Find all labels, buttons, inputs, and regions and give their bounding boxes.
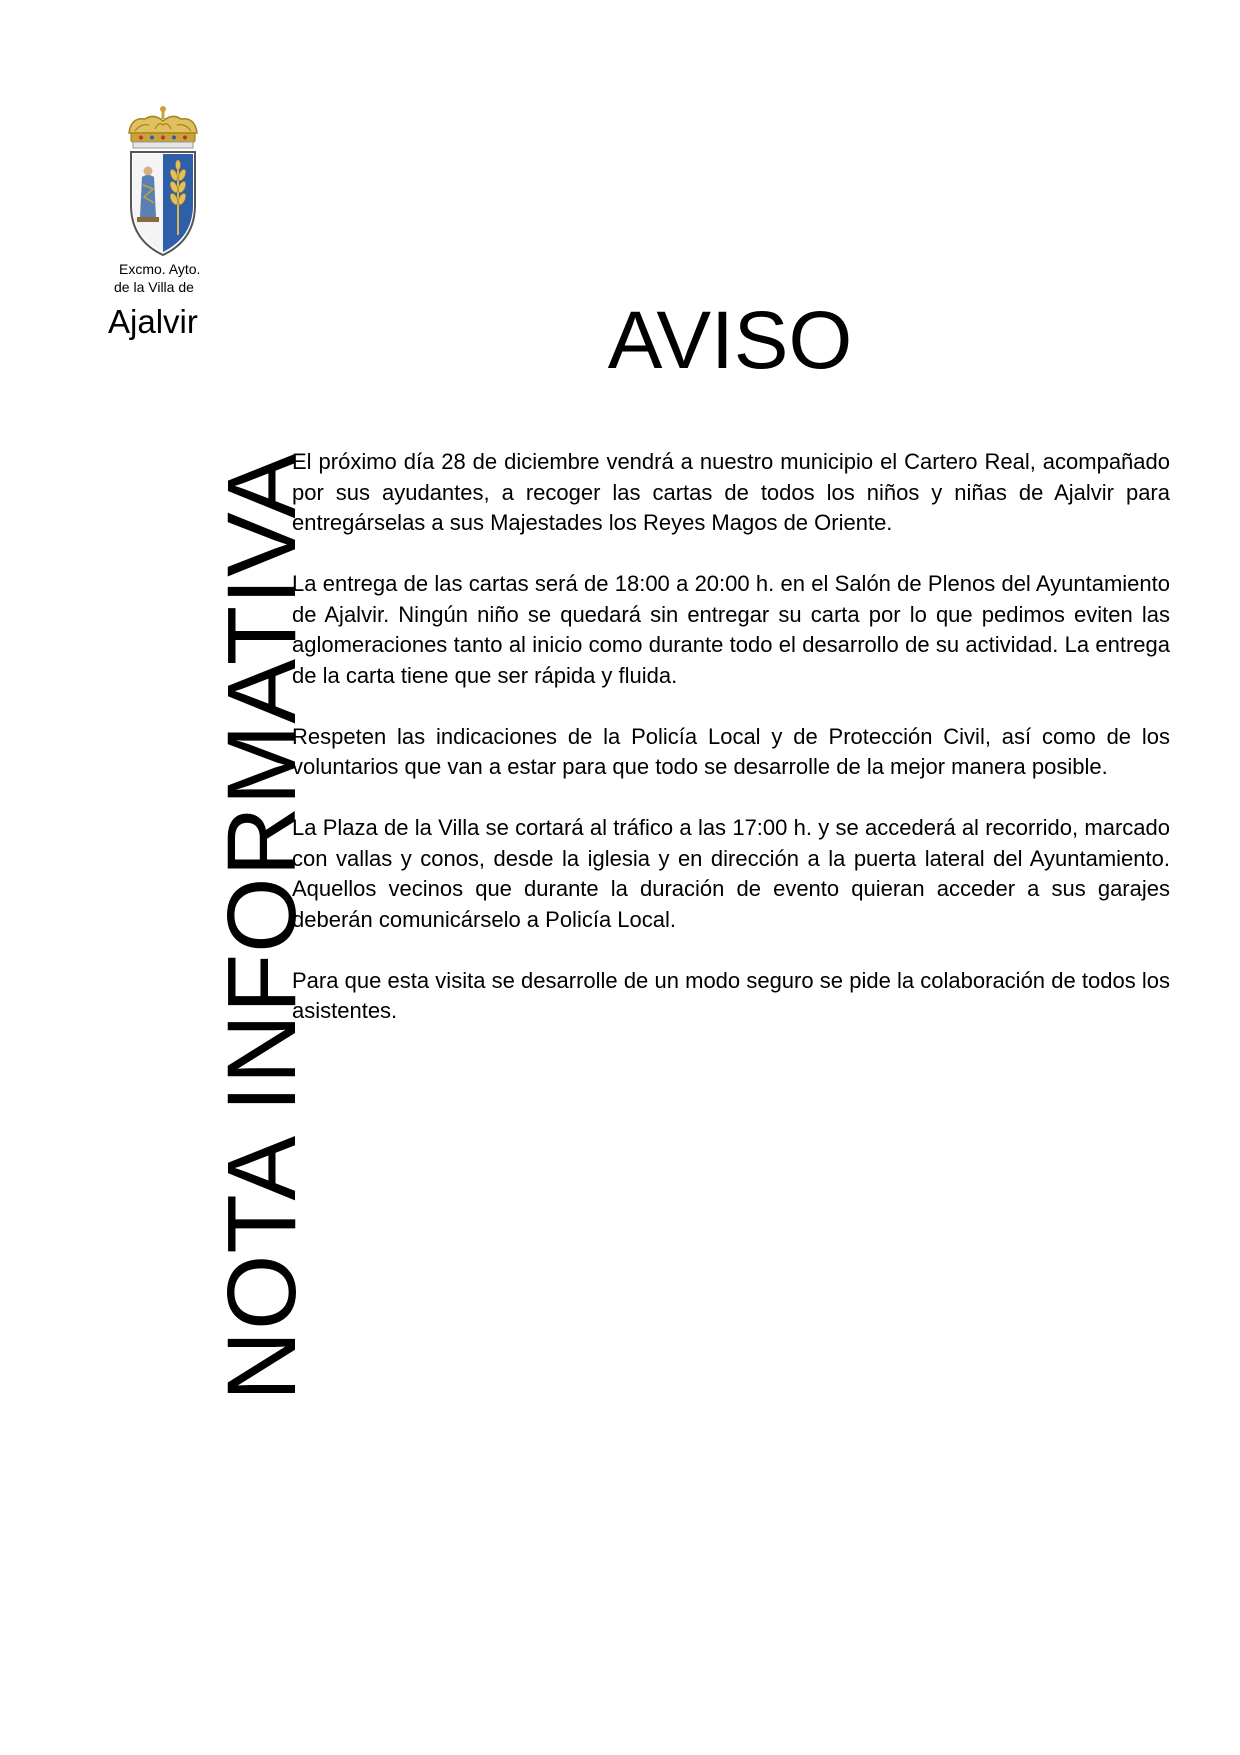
side-title: NOTA INFORMATIVA xyxy=(207,452,316,1401)
paragraph: La Plaza de la Villa se cortará al tráfico a las 17:00 h. y se accederá al recorrido, marcado con vallas y conos, desde la iglesia y en dirección a la puerta lateral del Ayuntamiento. Aquellos vecinos que durante la duración de evento quieran acceder a sus garajes deberán comunicárselo a Policía Local. xyxy=(292,815,1170,932)
paragraph: Para que esta visita se desarrolle de un modo seguro se pide la colaboración de todos los asistentes. xyxy=(292,967,1170,1023)
coat-of-arms-icon xyxy=(121,105,205,260)
org-line-2: de la Villa de xyxy=(114,279,194,295)
notice-body xyxy=(292,447,1170,1057)
paragraph: La entrega de las cartas será de 18:00 a 20:00 h. en el Salón de Plenos del Ayuntamiento de Ajalvir. Ningún niño se quedará sin entregar su carta por lo que pedimos eviten las aglomeraciones tanto al inicio como durante todo el desarrollo de su actividad. La entrega de la carta tiene que ser rápida y fluida. xyxy=(292,571,1170,688)
org-line-1: Excmo. Ayto. xyxy=(119,261,201,277)
paragraph: Respeten las indicaciones de la Policía Local y de Protección Civil, así como de los voluntarios que van a estar para que todo se desarrolle de la mejor manera posible. xyxy=(292,723,1170,779)
crown-icon xyxy=(129,106,197,148)
shield-icon xyxy=(131,152,195,255)
page-title: AVISO xyxy=(607,295,853,386)
paragraph: El próximo día 28 de diciembre vendrá a nuestro municipio el Cartero Real, acompañado por sus ayudantes, a recoger las cartas de todos los niños y niñas de Ajalvir para entregárselas a sus Majestades los Reyes Magos de Oriente. xyxy=(292,449,1170,535)
org-name: Ajalvir xyxy=(108,303,198,340)
